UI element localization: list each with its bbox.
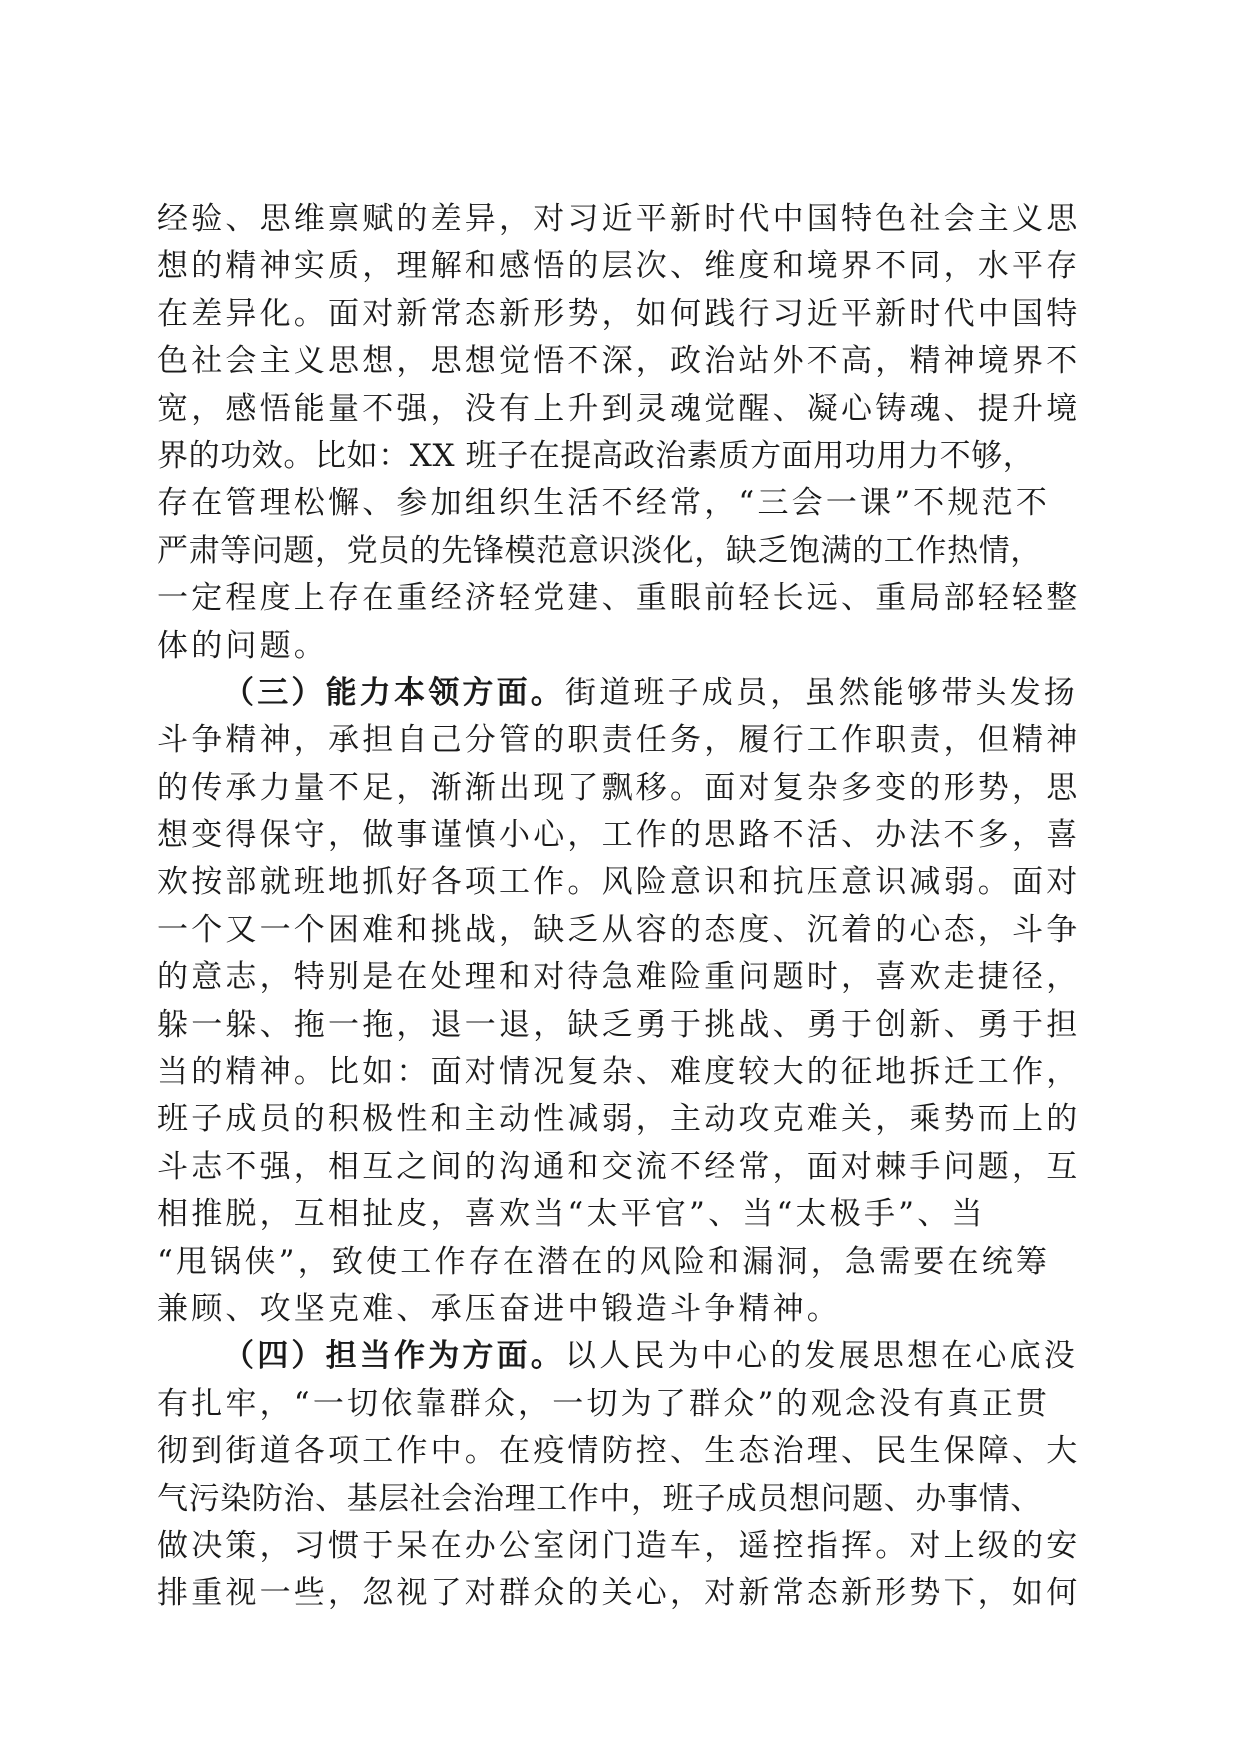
text-line: 的传承力量不足，渐渐出现了飘移。面对复杂多变的形势，思 (157, 769, 1081, 806)
section-heading-responsibility: （四）担当作为方面。 (223, 1338, 565, 1375)
section-heading-ability: （三）能力本领方面。 (223, 674, 565, 711)
text-line: 想变得保守，做事谨慎小心，工作的思路不活、办法不多，喜 (157, 817, 1081, 854)
text-line: 一个又一个困难和挑战，缺乏从容的态度、沉着的心态，斗争 (157, 911, 1081, 948)
text-run: 以人民为中心的发展思想在心底没 (565, 1338, 1078, 1375)
paragraph-ability (157, 670, 1087, 1333)
text-line: 色社会主义思想，思想觉悟不深，政治站外不高，精神境界不 (157, 343, 1081, 380)
text-line: 斗志不强，相互之间的沟通和交流不经常，面对棘手问题，互 (157, 1148, 1081, 1185)
text-line: 斗争精神，承担自己分管的职责任务，履行工作职责，但精神 (157, 722, 1081, 759)
text-line: 相推脱，互相扯皮，喜欢当“太平官”、当“太极手”、当 (157, 1196, 986, 1233)
text-line-first (157, 670, 1087, 717)
text-line: 界的功效。比如：XX 班子在提高政治素质方面用功用力不够， (157, 437, 1035, 474)
text-line: 体的问题。 (157, 627, 328, 664)
text-line: 班子成员的积极性和主动性减弱，主动攻克难关，乘势而上的 (157, 1101, 1081, 1138)
text-line: 排重视一些，忽视了对群众的关心，对新常态新形势下，如何 (157, 1575, 1081, 1612)
text-line: 经验、思维禀赋的差异，对习近平新时代中国特色社会主义思 (157, 201, 1081, 237)
text-line: 当的精神。比如：面对情况复杂、难度较大的征地拆迁工作， (157, 1054, 1081, 1091)
text-run: 街道班子成员，虽然能够带头发扬 (565, 674, 1078, 711)
text-line: 欢按部就班地抓好各项工作。风险意识和抗压意识减弱。面对 (157, 864, 1081, 901)
text-line: 躲一躲、拖一拖，退一退，缺乏勇于挑战、勇于创新、勇于担 (157, 1006, 1081, 1043)
text-line: 彻到街道各项工作中。在疫情防控、生态治理、民生保障、大 (157, 1433, 1081, 1470)
text-line: 有扎牢，“一切依靠群众，一切为了群众”的观念没有真正贯 (157, 1385, 1051, 1422)
text-line: 存在管理松懈、参加组织生活不经常，“三会一课”不规范不 (157, 485, 1051, 522)
paragraph-responsibility (157, 1333, 1087, 1617)
text-line: 想的精神实质，理解和感悟的层次、维度和境界不同，水平存 (157, 248, 1081, 285)
text-line: 严肃等问题，党员的先锋模范意识淡化，缺乏饱满的工作热情， (157, 532, 1042, 569)
paragraph-continuation (157, 196, 1087, 670)
text-line: 宽，感悟能量不强，没有上升到灵魂觉醒、凝心铸魂、提升境 (157, 390, 1081, 427)
text-line: 的意志，特别是在处理和对待急难险重问题时，喜欢走捷径， (157, 959, 1081, 996)
text-line: 在差异化。面对新常态新形势，如何践行习近平新时代中国特 (157, 295, 1081, 332)
text-line-first (157, 1333, 1087, 1380)
text-line: 气污染防治、基层社会治理工作中，班子成员想问题、办事情、 (157, 1480, 1042, 1517)
text-line: “甩锅侠”，致使工作存在潜在的风险和漏洞，急需要在统筹 (157, 1243, 1051, 1280)
text-line: 做决策，习惯于呆在办公室闭门造车，遥控指挥。对上级的安 (157, 1527, 1081, 1564)
text-line: 一定程度上存在重经济轻党建、重眼前轻长远、重局部轻轻整 (157, 580, 1081, 617)
document-body (157, 196, 1087, 1618)
text-line: 兼顾、攻坚克难、承压奋进中锻造斗争精神。 (157, 1290, 841, 1327)
